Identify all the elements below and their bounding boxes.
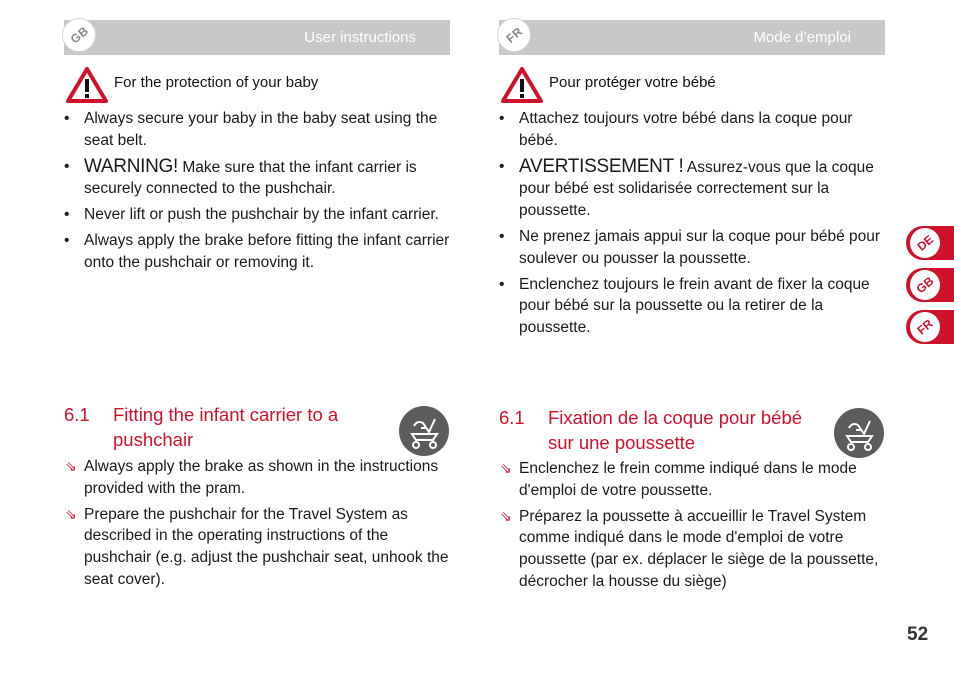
header-bar xyxy=(64,20,450,55)
warning-label: AVERTISSEMENT ! xyxy=(519,155,684,177)
step-arrow-icon: ⇘ xyxy=(500,460,512,476)
header-bar xyxy=(499,20,885,55)
header-title: User instructions xyxy=(304,29,416,46)
safety-list xyxy=(499,108,885,343)
stroller-icon xyxy=(834,408,884,458)
warning-label: WARNING! xyxy=(84,155,179,177)
list-item: ⇘ Préparez la poussette à accueillir le Travel System comme indiqué dans le mode d'emploi de votre poussette (par ex. déplacer le siège de la poussette, décrocher la housse du siège) xyxy=(500,507,879,590)
instruction-steps xyxy=(499,458,885,597)
warning-triangle-icon xyxy=(501,67,543,103)
side-tab-gb[interactable]: GB xyxy=(906,268,954,302)
list-item: • Always apply the brake before fitting the infant carrier onto the pushchair or removing it. xyxy=(64,230,450,274)
warning-title: Pour protéger votre bébé xyxy=(549,74,716,91)
column-fr xyxy=(499,20,885,590)
language-badge: GB xyxy=(62,18,96,52)
safety-list xyxy=(64,108,450,278)
list-item: • Never lift or push the pushchair by the infant carrier. xyxy=(64,204,450,226)
list-item: ⇘ Prepare the pushchair for the Travel System as described in the operating instructions of the pushchair (e.g. adjust the pushchair seat, unhook the seat cover). xyxy=(65,505,449,588)
section-heading xyxy=(499,405,829,455)
header-title: Mode d’emploi xyxy=(753,29,851,46)
list-item: • Attachez toujours votre bébé dans la coque pour bébé. xyxy=(499,108,885,152)
warning-triangle-icon xyxy=(66,67,108,103)
stroller-icon xyxy=(399,406,449,456)
list-item: ⇘ Always apply the brake as shown in the instructions provided with the pram. xyxy=(65,458,439,497)
section-title: Fitting the infant carrier to a pushchair xyxy=(113,404,339,450)
warning-heading xyxy=(499,67,885,103)
section-number: 6.1 xyxy=(64,404,90,425)
section-title: Fixation de la coque pour bébé sur une poussette xyxy=(548,407,803,453)
language-badge: FR xyxy=(497,18,531,52)
step-arrow-icon: ⇘ xyxy=(65,505,77,522)
list-item: • WARNING! Make sure that the infant carrier is securely connected to the pushchair. xyxy=(64,156,450,201)
section-heading xyxy=(64,402,394,452)
list-item: • Always secure your baby in the baby seat using the seat belt. xyxy=(64,108,450,152)
side-tab-de[interactable]: DE xyxy=(906,226,954,260)
step-arrow-icon: ⇘ xyxy=(500,507,512,524)
list-item: • AVERTISSEMENT ! Assurez-vous que la coque pour bébé est solidarisée correctement sur la poussette. xyxy=(499,156,885,222)
step-arrow-icon: ⇘ xyxy=(65,458,77,474)
side-tab-fr[interactable]: FR xyxy=(906,310,954,344)
warning-title: For the protection of your baby xyxy=(114,74,319,91)
list-item: • Enclenchez toujours le frein avant de fixer la coque pour bébé sur la poussette ou la retirer de la poussette. xyxy=(499,274,885,339)
column-gb xyxy=(64,20,450,588)
warning-heading xyxy=(64,67,450,103)
instruction-steps xyxy=(64,456,450,595)
list-item: ⇘ Enclenchez le frein comme indiqué dans le mode d'emploi de votre poussette. xyxy=(500,460,857,499)
section-number: 6.1 xyxy=(499,407,525,428)
page-number: 52 xyxy=(907,624,929,645)
list-item: • Ne prenez jamais appui sur la coque pour bébé pour soulever ou pousser la poussette. xyxy=(499,226,885,270)
